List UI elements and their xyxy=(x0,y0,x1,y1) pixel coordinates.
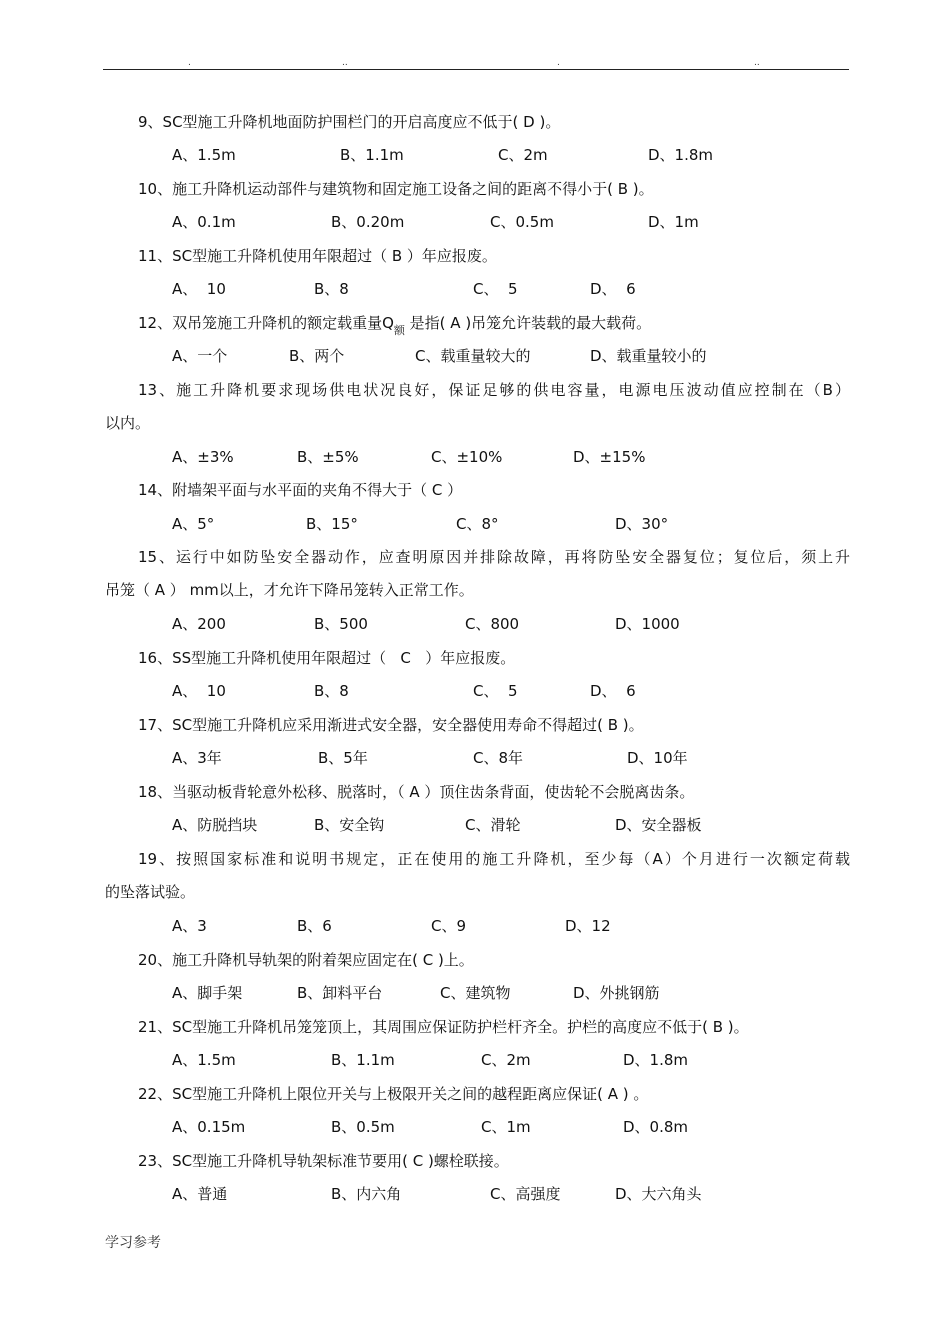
option-d: D、载重量较小的 xyxy=(590,347,707,365)
option-b: B、0.5m xyxy=(331,1118,395,1136)
question-stem-continued: 吊笼（ A ） mm以上，才允许下降吊笼转入正常工作。 xyxy=(105,581,474,599)
question-stem: 20、施工升降机导轨架的附着架应固定在( C )上。 xyxy=(138,951,474,969)
option-a: A、200 xyxy=(172,615,226,633)
option-b: B、±5% xyxy=(297,448,359,466)
header-mark: .. xyxy=(342,58,348,68)
option-a: A、±3% xyxy=(172,448,234,466)
option-b: B、1.1m xyxy=(340,146,404,164)
option-d: D、±15% xyxy=(573,448,646,466)
question-stem: 17、SC型施工升降机应采用渐进式安全器，安全器使用寿命不得超过( B )。 xyxy=(138,716,644,734)
question-stem-part: 是指( A )吊笼允许装载的最大载荷。 xyxy=(404,314,652,332)
option-a: A、3年 xyxy=(172,749,222,767)
option-b: B、内六角 xyxy=(331,1185,402,1203)
option-c: C、滑轮 xyxy=(465,816,521,834)
option-a: A、普通 xyxy=(172,1185,228,1203)
question-stem: 13、施工升降机要求现场供电状况良好，保证足够的供电容量，电源电压波动值应控制在（B） xyxy=(138,381,850,399)
option-d: D、外挑钢筋 xyxy=(573,984,660,1002)
option-b: B、两个 xyxy=(289,347,345,365)
option-b: B、15° xyxy=(306,515,358,533)
option-d: D、 6 xyxy=(590,280,636,298)
subscript: 额 xyxy=(393,324,405,337)
question-stem: 23、SC型施工升降机导轨架标准节要用( C )螺栓联接。 xyxy=(138,1152,509,1170)
option-c: C、9 xyxy=(431,917,467,935)
option-a: A、1.5m xyxy=(172,146,236,164)
option-c: C、8° xyxy=(456,515,499,533)
option-b: B、8 xyxy=(314,682,349,700)
option-c: C、载重量较大的 xyxy=(415,347,531,365)
option-a: A、 10 xyxy=(172,280,226,298)
question-stem: 19、按照国家标准和说明书规定，正在使用的施工升降机，至少每（A）个月进行一次额定荷载 xyxy=(138,850,850,868)
option-c: C、高强度 xyxy=(490,1185,561,1203)
option-c: C、1m xyxy=(481,1118,531,1136)
option-b: B、1.1m xyxy=(331,1051,395,1069)
option-d: D、0.8m xyxy=(623,1118,689,1136)
question-stem: 18、当驱动板背轮意外松移、脱落时，（ A ）顶住齿条背面，使齿轮不会脱离齿条。 xyxy=(138,783,695,801)
header-mark: . xyxy=(188,58,191,68)
header-rule xyxy=(103,69,849,70)
option-a: A、0.15m xyxy=(172,1118,246,1136)
option-a: A、一个 xyxy=(172,347,228,365)
option-c: C、0.5m xyxy=(490,213,554,231)
question-stem: 11、SC型施工升降机使用年限超过（ B ）年应报废。 xyxy=(138,247,497,265)
question-stem: 14、附墙架平面与水平面的夹角不得大于（ C ） xyxy=(138,481,463,499)
option-a: A、脚手架 xyxy=(172,984,243,1002)
question-stem: 21、SC型施工升降机吊笼笼顶上，其周围应保证防护栏杆齐全。护栏的高度应不低于( B )。 xyxy=(138,1018,749,1036)
option-a: A、1.5m xyxy=(172,1051,236,1069)
option-a: A、5° xyxy=(172,515,215,533)
option-d: D、 6 xyxy=(590,682,636,700)
option-c: C、 5 xyxy=(473,280,518,298)
option-c: C、2m xyxy=(481,1051,531,1069)
question-stem: 22、SC型施工升降机上限位开关与上极限开关之间的越程距离应保证( A ) 。 xyxy=(138,1085,649,1103)
option-c: C、建筑物 xyxy=(440,984,511,1002)
option-c: C、 5 xyxy=(473,682,518,700)
option-d: D、大六角头 xyxy=(615,1185,702,1203)
option-d: D、30° xyxy=(615,515,669,533)
footer-text: 学习参考 xyxy=(105,1235,161,1251)
question-stem: 9、SC型施工升降机地面防护围栏门的开启高度应不低于( D )。 xyxy=(138,113,561,131)
option-a: A、3 xyxy=(172,917,207,935)
question-stem-part: 12、双吊笼施工升降机的额定载重量Q xyxy=(138,314,394,332)
option-d: D、1.8m xyxy=(648,146,714,164)
option-d: D、1m xyxy=(648,213,699,231)
header-mark: . xyxy=(557,58,560,68)
question-stem-continued: 的坠落试验。 xyxy=(105,883,196,901)
option-d: D、1.8m xyxy=(623,1051,689,1069)
option-b: B、5年 xyxy=(318,749,368,767)
option-b: B、卸料平台 xyxy=(297,984,383,1002)
question-stem-continued: 以内。 xyxy=(105,414,151,432)
option-c: C、8年 xyxy=(473,749,524,767)
option-b: B、8 xyxy=(314,280,349,298)
option-d: D、10年 xyxy=(627,749,688,767)
question-stem: 16、SS型施工升降机使用年限超过（ C ）年应报废。 xyxy=(138,649,516,667)
option-c: C、800 xyxy=(465,615,520,633)
header-mark: .. xyxy=(754,58,760,68)
option-a: A、防脱挡块 xyxy=(172,816,258,834)
option-d: D、12 xyxy=(565,917,611,935)
option-d: D、1000 xyxy=(615,615,680,633)
question-stem: 10、施工升降机运动部件与建筑物和固定施工设备之间的距离不得小于( B )。 xyxy=(138,180,654,198)
option-a: A、 10 xyxy=(172,682,226,700)
option-a: A、0.1m xyxy=(172,213,236,231)
option-b: B、6 xyxy=(297,917,332,935)
option-b: B、500 xyxy=(314,615,368,633)
option-c: C、±10% xyxy=(431,448,503,466)
option-b: B、0.20m xyxy=(331,213,405,231)
question-stem: 15、运行中如防坠安全器动作，应查明原因并排除故障，再将防坠安全器复位；复位后，须上升 xyxy=(138,548,850,566)
question-stem xyxy=(138,313,850,335)
option-c: C、2m xyxy=(498,146,548,164)
option-d: D、安全器板 xyxy=(615,816,702,834)
option-b: B、安全钩 xyxy=(314,816,385,834)
